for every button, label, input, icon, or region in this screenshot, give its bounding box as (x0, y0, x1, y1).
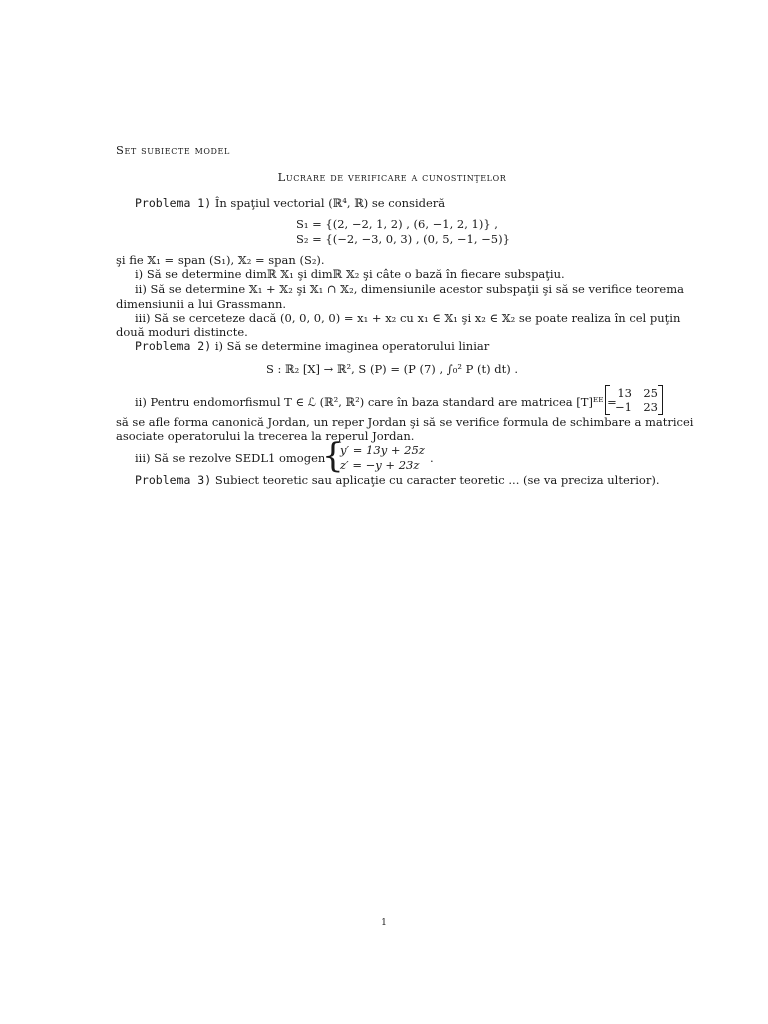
problem-1-intro-line (135, 196, 687, 210)
matrix-T (605, 385, 663, 415)
equation-end: . (430, 451, 434, 465)
problem-1-label: Problema 1) (135, 196, 212, 210)
problem-1-intro: În spaţiul vectorial (ℝ⁴, ℝ) se consideră (214, 196, 446, 210)
linear-operator-formula: S : ℝ₂ [X] → ℝ², S (P) = (P (7) , ∫₀² P (t) dt) . (265, 362, 519, 376)
matrix-cell-22: 23 (643, 400, 658, 414)
matrix-cell-11: 13 (617, 386, 632, 400)
problem-1-question-2-line-1: ii) Să se determine 𝕏₁ + 𝕏₂ şi 𝕏₁ ∩ 𝕏₂, dimensiunile acestor subspaţii şi să se verifice teorema (135, 282, 684, 296)
problem-1-question-2-line-2: dimensiunii a lui Grassmann. (116, 297, 287, 311)
problem-2-question-1: i) Să se determine imaginea operatorului liniar (214, 339, 490, 353)
header: Set subiecte model (116, 143, 230, 157)
problem-2-question-2: ii) Pentru endomorfismul T ∈ ℒ (ℝ², ℝ²) care în baza standard are matricea [T]ᴱᴱ = (135, 395, 617, 409)
problem-1-question-3-line-2: două moduri distincte. (116, 325, 248, 339)
page-number: 1 (381, 918, 387, 928)
set-s2: S₂ = {(−2, −3, 0, 3) , (0, 5, −1, −5)} (296, 232, 510, 246)
system-brace: { (322, 436, 344, 476)
matrix-cell-12: 25 (643, 386, 658, 400)
problem-2-question-3: iii) Să se rezolve SEDL1 omogen (135, 451, 326, 465)
problem-1-define: şi fie 𝕏₁ = span (S₁), 𝕏₂ = span (S₂). (116, 253, 325, 267)
problem-1-question-3-line-1: iii) Să se cerceteze dacă (0, 0, 0, 0) = x₁ + x₂ cu x₁ ∈ 𝕏₁ şi x₂ ∈ 𝕏₂ se poate realiza în cel puţin (135, 311, 681, 325)
problem-2-question-2-line-3: asociate operatorului la trecerea la reperul Jordan. (116, 429, 415, 443)
problem-3-label: Problema 3) (135, 473, 212, 487)
problem-3-line (135, 473, 687, 487)
matrix-cell-21: −1 (615, 400, 632, 414)
problem-2-question-2-line-2: să se afle forma canonică Jordan, un reper Jordan şi să se verifice formula de schimbare a matricei (116, 415, 694, 429)
problem-1-question-1: i) Să se determine dimℝ 𝕏₁ şi dimℝ 𝕏₂ şi câte o bază în fiecare subspaţiu. (135, 267, 565, 281)
problem-2-intro-line (135, 339, 687, 353)
problem-3-text: Subiect teoretic sau aplicaţie cu caracter teoretic ... (se va preciza ulterior). (214, 473, 660, 487)
equation-2: z′ = −y + 23z (340, 458, 420, 472)
problem-2-label: Problema 2) (135, 339, 212, 353)
document-title: Lucrare de verificare a cunostinţelor (277, 170, 507, 184)
set-s1: S₁ = {(2, −2, 1, 2) , (6, −1, 2, 1)} , (296, 217, 498, 231)
equation-1: y′ = 13y + 25z (340, 443, 425, 457)
